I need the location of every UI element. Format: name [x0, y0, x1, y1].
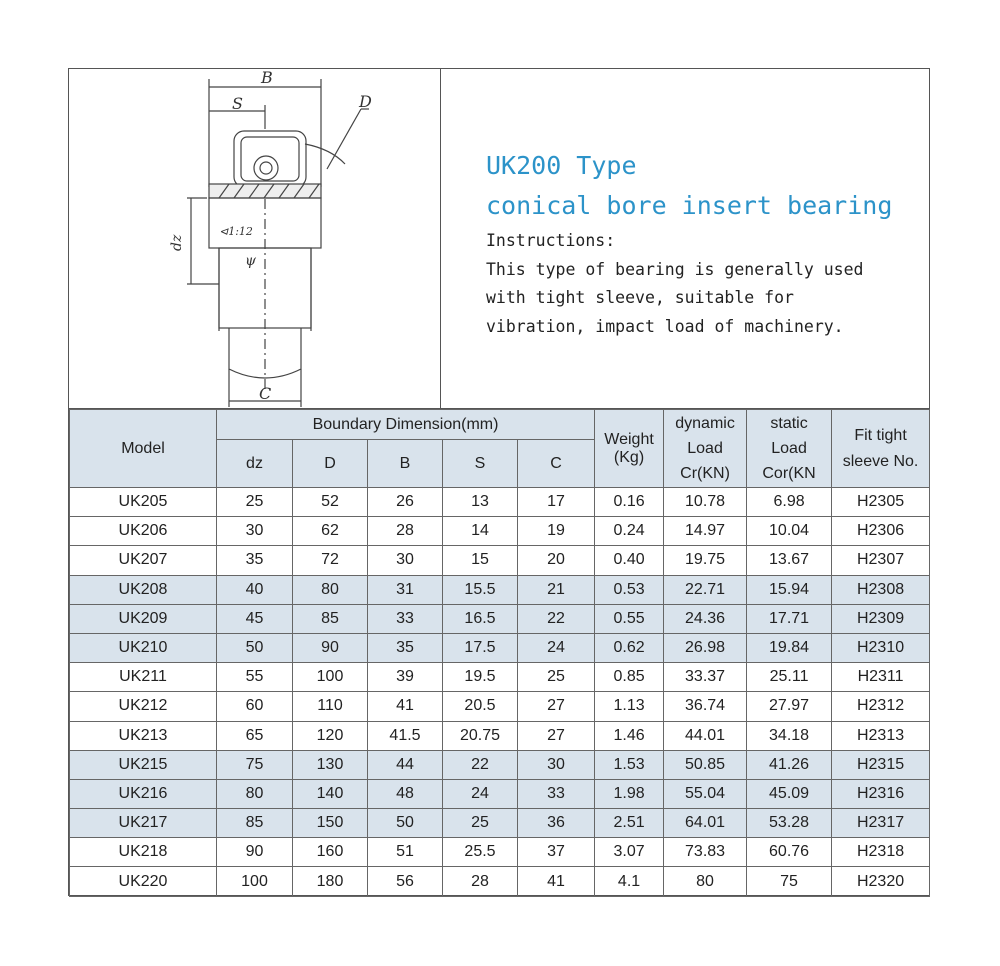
cell-fit-sleeve: H2306: [832, 517, 930, 546]
cell-weight: 1.53: [595, 750, 664, 779]
cell-dynamic-load: 22.71: [664, 575, 747, 604]
cell-fit-sleeve: H2309: [832, 604, 930, 633]
cell-fit-sleeve: H2310: [832, 633, 930, 662]
cell-static-load: 45.09: [747, 779, 832, 808]
table-row: [70, 546, 930, 575]
cell-D: 160: [293, 838, 368, 867]
cell-B: 26: [368, 488, 443, 517]
table-row: [70, 867, 930, 896]
cell-dynamic-load: 73.83: [664, 838, 747, 867]
instructions-line: This type of bearing is generally used: [486, 259, 864, 279]
cell-weight: 0.40: [595, 546, 664, 575]
cell-fit-sleeve: H2317: [832, 809, 930, 838]
cell-model: UK213: [70, 721, 217, 750]
table-row: [70, 488, 930, 517]
cell-fit-sleeve: H2318: [832, 838, 930, 867]
cell-dz: 50: [217, 633, 293, 662]
cell-dynamic-load: 55.04: [664, 779, 747, 808]
cell-model: UK210: [70, 633, 217, 662]
cell-B: 31: [368, 575, 443, 604]
cell-D: 100: [293, 663, 368, 692]
cell-model: UK215: [70, 750, 217, 779]
cell-weight: 0.53: [595, 575, 664, 604]
table-row: [70, 633, 930, 662]
cell-dz: 90: [217, 838, 293, 867]
header-C: C: [518, 440, 595, 488]
cell-fit-sleeve: H2316: [832, 779, 930, 808]
cell-C: 21: [518, 575, 595, 604]
cell-B: 33: [368, 604, 443, 633]
label-taper: ⊲1:12: [219, 225, 253, 238]
instructions-text: [486, 227, 864, 341]
instructions-line: vibration, impact load of machinery.: [486, 316, 844, 336]
cell-S: 24: [443, 779, 518, 808]
cell-model: UK207: [70, 546, 217, 575]
cell-model: UK206: [70, 517, 217, 546]
cell-B: 35: [368, 633, 443, 662]
cell-static-load: 13.67: [747, 546, 832, 575]
table-row: [70, 779, 930, 808]
cell-C: 24: [518, 633, 595, 662]
top-section: [69, 69, 929, 409]
cell-S: 17.5: [443, 633, 518, 662]
cell-D: 72: [293, 546, 368, 575]
table-row: [70, 663, 930, 692]
cell-C: 41: [518, 867, 595, 896]
header-dynamic-load: dynamic Load Cr(KN): [664, 410, 747, 488]
cell-static-load: 41.26: [747, 750, 832, 779]
label-dz: dz: [169, 234, 185, 251]
cell-B: 39: [368, 663, 443, 692]
cell-dz: 85: [217, 809, 293, 838]
cell-weight: 0.62: [595, 633, 664, 662]
cell-fit-sleeve: H2311: [832, 663, 930, 692]
cell-weight: 3.07: [595, 838, 664, 867]
header-model: Model: [70, 410, 217, 488]
label-S: S: [232, 94, 243, 113]
cell-fit-sleeve: H2307: [832, 546, 930, 575]
cell-dynamic-load: 19.75: [664, 546, 747, 575]
cell-D: 180: [293, 867, 368, 896]
cell-C: 36: [518, 809, 595, 838]
cell-dz: 45: [217, 604, 293, 633]
label-psi: ψ: [245, 253, 256, 269]
cell-C: 20: [518, 546, 595, 575]
label-B: B: [261, 69, 273, 87]
cell-C: 27: [518, 692, 595, 721]
cell-D: 150: [293, 809, 368, 838]
cell-B: 28: [368, 517, 443, 546]
cell-static-load: 53.28: [747, 809, 832, 838]
cell-model: UK212: [70, 692, 217, 721]
label-D: D: [359, 92, 372, 111]
cell-dz: 100: [217, 867, 293, 896]
bearing-cross-section-diagram: [69, 69, 441, 409]
cell-static-load: 6.98: [747, 488, 832, 517]
cell-D: 120: [293, 721, 368, 750]
cell-C: 37: [518, 838, 595, 867]
cell-static-load: 19.84: [747, 633, 832, 662]
table-row: [70, 809, 930, 838]
cell-model: UK220: [70, 867, 217, 896]
header-B: B: [368, 440, 443, 488]
cell-dynamic-load: 14.97: [664, 517, 747, 546]
cell-model: UK208: [70, 575, 217, 604]
cell-model: UK216: [70, 779, 217, 808]
spec-sheet: [68, 68, 930, 896]
cell-fit-sleeve: H2313: [832, 721, 930, 750]
cell-C: 19: [518, 517, 595, 546]
cell-fit-sleeve: H2308: [832, 575, 930, 604]
cell-S: 15.5: [443, 575, 518, 604]
cell-model: UK217: [70, 809, 217, 838]
table-row: [70, 750, 930, 779]
cell-fit-sleeve: H2315: [832, 750, 930, 779]
cell-S: 14: [443, 517, 518, 546]
table-row: [70, 838, 930, 867]
header-weight: Weight (Kg): [595, 410, 664, 488]
header-static-load: static Load Cor(KN: [747, 410, 832, 488]
table-row: [70, 721, 930, 750]
instructions-line: with tight sleeve, suitable for: [486, 288, 794, 307]
cell-weight: 1.46: [595, 721, 664, 750]
cell-weight: 0.24: [595, 517, 664, 546]
cell-B: 56: [368, 867, 443, 896]
cell-D: 52: [293, 488, 368, 517]
cell-dynamic-load: 36.74: [664, 692, 747, 721]
cell-S: 20.75: [443, 721, 518, 750]
cell-dynamic-load: 33.37: [664, 663, 747, 692]
bearing-drawing: [69, 69, 441, 409]
cell-S: 15: [443, 546, 518, 575]
cell-static-load: 17.71: [747, 604, 832, 633]
table-row: [70, 517, 930, 546]
cell-weight: 0.16: [595, 488, 664, 517]
product-subtitle: conical bore insert bearing: [486, 191, 893, 220]
cell-B: 30: [368, 546, 443, 575]
cell-dynamic-load: 24.36: [664, 604, 747, 633]
cell-static-load: 15.94: [747, 575, 832, 604]
label-C: C: [259, 384, 272, 403]
cell-fit-sleeve: H2312: [832, 692, 930, 721]
cell-weight: 2.51: [595, 809, 664, 838]
cell-S: 25: [443, 809, 518, 838]
cell-model: UK218: [70, 838, 217, 867]
cell-static-load: 27.97: [747, 692, 832, 721]
cell-dynamic-load: 10.78: [664, 488, 747, 517]
cell-static-load: 25.11: [747, 663, 832, 692]
cell-D: 62: [293, 517, 368, 546]
header-boundary-dimension: Boundary Dimension(mm): [217, 410, 595, 440]
cell-D: 130: [293, 750, 368, 779]
cell-D: 90: [293, 633, 368, 662]
cell-static-load: 34.18: [747, 721, 832, 750]
cell-S: 25.5: [443, 838, 518, 867]
cell-S: 13: [443, 488, 518, 517]
cell-B: 48: [368, 779, 443, 808]
cell-C: 25: [518, 663, 595, 692]
cell-weight: 0.85: [595, 663, 664, 692]
cell-dynamic-load: 50.85: [664, 750, 747, 779]
cell-model: UK211: [70, 663, 217, 692]
cell-B: 41: [368, 692, 443, 721]
header-fit-sleeve: Fit tight sleeve No.: [832, 410, 930, 488]
cell-static-load: 10.04: [747, 517, 832, 546]
cell-S: 28: [443, 867, 518, 896]
cell-D: 85: [293, 604, 368, 633]
cell-model: UK205: [70, 488, 217, 517]
table-row: [70, 604, 930, 633]
cell-S: 20.5: [443, 692, 518, 721]
table-row: [70, 692, 930, 721]
cell-weight: 0.55: [595, 604, 664, 633]
cell-C: 22: [518, 604, 595, 633]
cell-dz: 30: [217, 517, 293, 546]
description-panel: [442, 69, 930, 409]
cell-weight: 4.1: [595, 867, 664, 896]
cell-dz: 65: [217, 721, 293, 750]
header-dz: dz: [217, 440, 293, 488]
cell-dz: 60: [217, 692, 293, 721]
cell-D: 80: [293, 575, 368, 604]
header-S: S: [443, 440, 518, 488]
cell-C: 30: [518, 750, 595, 779]
cell-C: 17: [518, 488, 595, 517]
cell-weight: 1.13: [595, 692, 664, 721]
cell-B: 44: [368, 750, 443, 779]
cell-B: 50: [368, 809, 443, 838]
cell-S: 19.5: [443, 663, 518, 692]
cell-B: 41.5: [368, 721, 443, 750]
cell-fit-sleeve: H2320: [832, 867, 930, 896]
product-title: UK200 Type: [486, 151, 637, 180]
cell-C: 33: [518, 779, 595, 808]
specification-table: [69, 409, 930, 897]
table-row: [70, 575, 930, 604]
cell-static-load: 60.76: [747, 838, 832, 867]
cell-dynamic-load: 80: [664, 867, 747, 896]
cell-dz: 40: [217, 575, 293, 604]
cell-D: 110: [293, 692, 368, 721]
cell-fit-sleeve: H2305: [832, 488, 930, 517]
cell-dynamic-load: 26.98: [664, 633, 747, 662]
instructions-line: Instructions:: [486, 231, 616, 250]
cell-dz: 80: [217, 779, 293, 808]
cell-static-load: 75: [747, 867, 832, 896]
cell-model: UK209: [70, 604, 217, 633]
cell-dz: 75: [217, 750, 293, 779]
table-body: [70, 488, 930, 897]
cell-dz: 35: [217, 546, 293, 575]
header-D: D: [293, 440, 368, 488]
cell-dynamic-load: 44.01: [664, 721, 747, 750]
cell-S: 16.5: [443, 604, 518, 633]
cell-D: 140: [293, 779, 368, 808]
cell-B: 51: [368, 838, 443, 867]
cell-S: 22: [443, 750, 518, 779]
cell-dz: 25: [217, 488, 293, 517]
cell-C: 27: [518, 721, 595, 750]
cell-dynamic-load: 64.01: [664, 809, 747, 838]
cell-weight: 1.98: [595, 779, 664, 808]
cell-dz: 55: [217, 663, 293, 692]
